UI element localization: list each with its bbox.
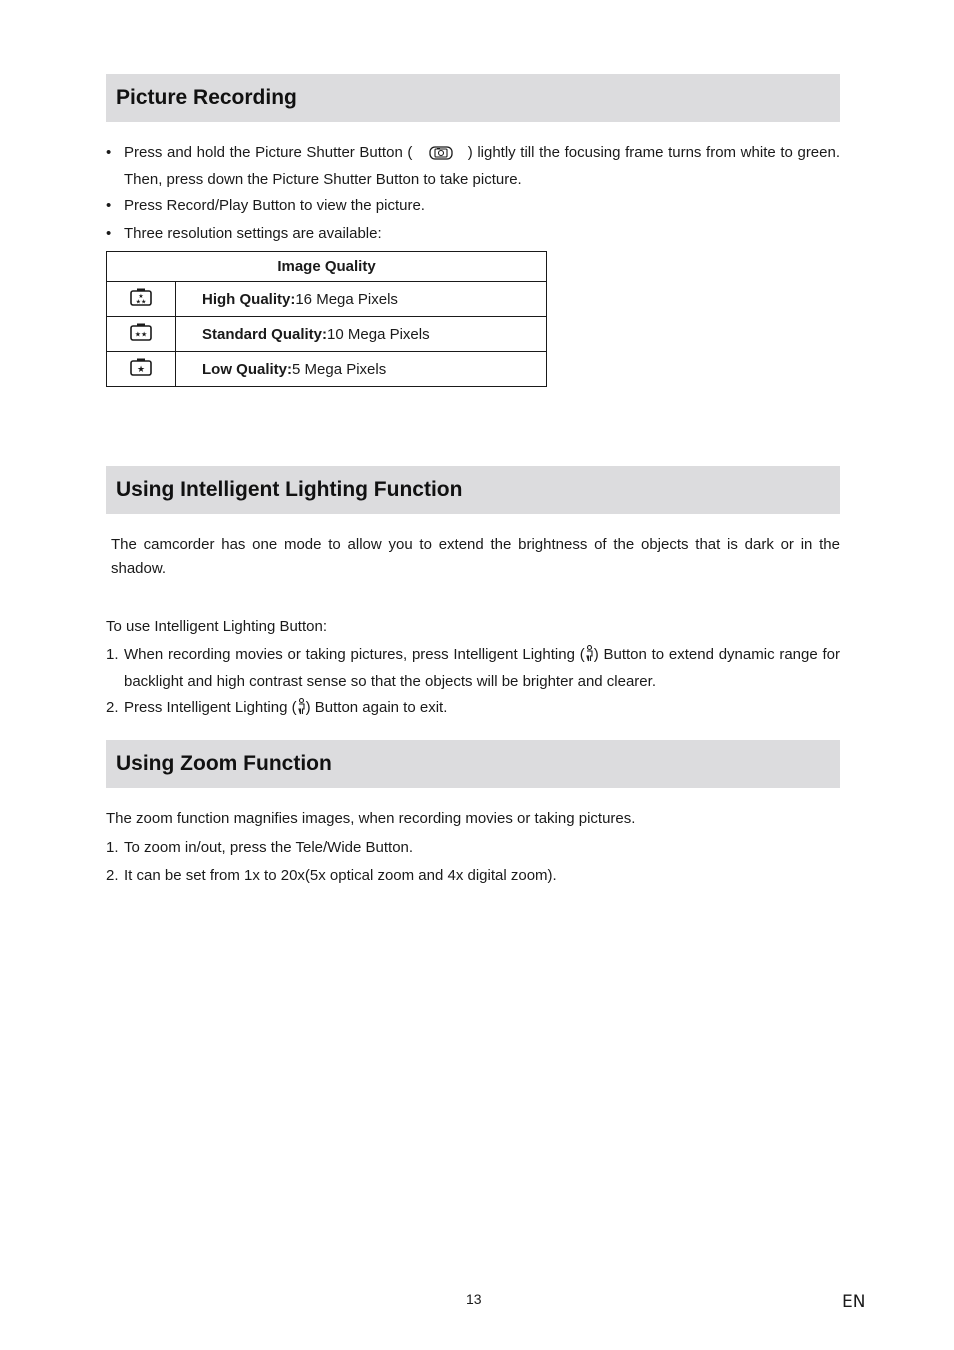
- quality-label: High Quality:: [202, 290, 296, 308]
- camera-shutter-icon: [429, 144, 453, 168]
- numbered-item: [106, 696, 840, 723]
- numbered-item: [106, 643, 840, 694]
- svg-text:★: ★: [138, 293, 144, 300]
- section-title: Picture Recording: [116, 86, 297, 109]
- section-header-intelligent-lighting: [106, 466, 840, 514]
- intelligent-lighting-icon: [297, 697, 306, 723]
- quality-value: 5 Mega Pixels: [292, 360, 387, 378]
- bullet-item: [106, 194, 840, 218]
- item-text-before: When recording movies or taking pictures, press Intelligent Lighting (: [124, 646, 585, 663]
- bullet-text-before: Press and hold the Picture Shutter Button (: [124, 144, 413, 161]
- svg-text:★: ★: [136, 365, 146, 375]
- item-number: 1.: [106, 839, 119, 856]
- language-label: EN: [842, 1292, 866, 1312]
- intro-paragraph: The zoom function magnifies images, when recording movies or taking pictures.: [106, 810, 636, 827]
- table-header: Image Quality: [107, 252, 547, 282]
- numbered-item: [106, 836, 840, 860]
- numbered-item: [106, 864, 840, 888]
- bullet-text: Press Record/Play Button to view the picture.: [124, 197, 425, 214]
- item-number: 1.: [106, 646, 119, 663]
- bullet-marker: •: [106, 144, 112, 161]
- item-text: It can be set from 1x to 20x(5x optical zoom and 4x digital zoom).: [124, 867, 557, 884]
- bullet-item: [106, 222, 840, 246]
- svg-text:★★: ★★: [135, 298, 147, 306]
- bullet-text: Three resolution settings are available:: [124, 225, 382, 242]
- section-header-picture-recording: [106, 74, 840, 122]
- section-header-zoom: [106, 740, 840, 788]
- bullet-text-after: ) lightly till the focusing frame turns from white to green. Then, press down the Picture Shutter Button to take picture.: [124, 144, 841, 188]
- svg-text:★★: ★★: [134, 330, 148, 339]
- intro-paragraph: The camcorder has one mode to allow you to extend the brightness of the objects that is dark or in the shadow.: [111, 536, 840, 577]
- one-star-quality-icon: [129, 357, 153, 381]
- item-text: To zoom in/out, press the Tele/Wide Button.: [124, 839, 414, 856]
- quality-value: 10 Mega Pixels: [327, 325, 430, 343]
- item-text-after: ) Button to extend dynamic range for backlight and high contrast sense so that the objects will be brighter and clearer.: [124, 646, 840, 690]
- item-text-before: Press Intelligent Lighting (: [124, 699, 297, 716]
- two-star-quality-icon: [129, 322, 153, 346]
- section-title: Using Intelligent Lighting Function: [116, 478, 463, 501]
- bullet-marker: •: [106, 225, 112, 242]
- image-quality-table: [106, 251, 547, 387]
- table-row: [107, 317, 547, 352]
- item-number: 2.: [106, 699, 119, 716]
- table-header-row: [107, 252, 547, 282]
- item-number: 2.: [106, 867, 119, 884]
- table-row: [107, 282, 547, 317]
- quality-label: Low Quality:: [202, 360, 292, 378]
- quality-label: Standard Quality:: [202, 325, 328, 343]
- lead-paragraph: To use Intelligent Lighting Button:: [106, 618, 327, 635]
- quality-value: 16 Mega Pixels: [295, 290, 398, 308]
- three-star-quality-icon: [129, 287, 153, 311]
- section-title: Using Zoom Function: [116, 752, 332, 775]
- bullet-marker: •: [106, 197, 112, 214]
- page-number: 13: [466, 1291, 482, 1307]
- table-row: [107, 352, 547, 387]
- item-text-after: ) Button again to exit.: [305, 699, 448, 716]
- intelligent-lighting-icon: [585, 644, 594, 670]
- bullet-item: [106, 141, 840, 192]
